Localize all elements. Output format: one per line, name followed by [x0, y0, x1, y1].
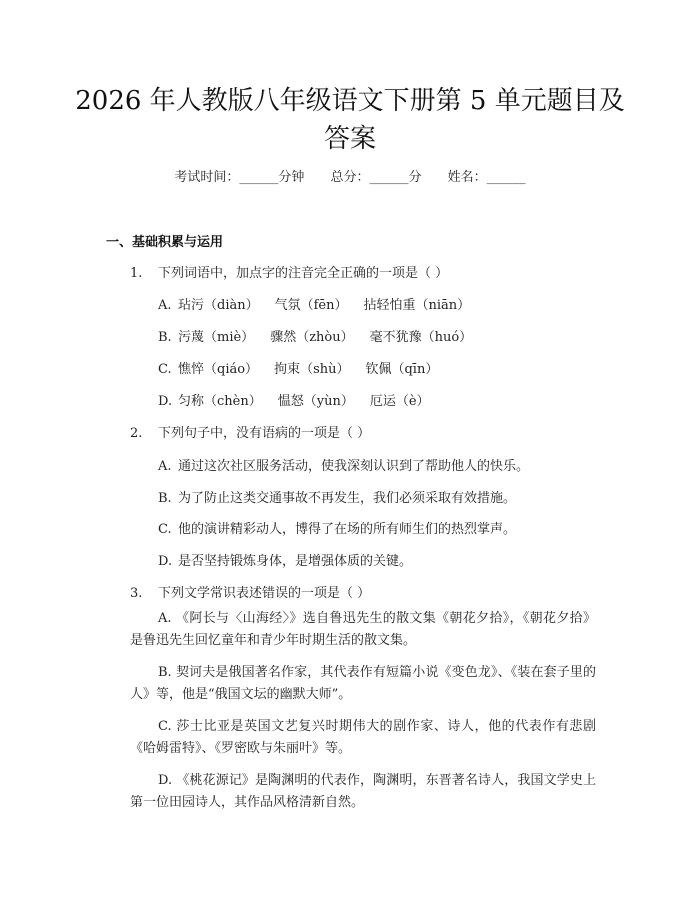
- exam-time-field: 考试时间：______分钟: [174, 170, 305, 185]
- option-letter: A.: [158, 298, 172, 313]
- option-term: 拈轻怕重（niān）: [363, 298, 471, 313]
- exam-score-field: 总分：______分: [330, 170, 422, 185]
- option-text: 为了防止这类交通事故不再发生，我们必须采取有效措施。: [178, 491, 517, 506]
- question-number: 2.: [130, 426, 143, 441]
- q2-option-c: [158, 518, 516, 537]
- q2-option-b: [158, 487, 516, 506]
- option-text: 是否坚持锻炼身体，是增强体质的关键。: [178, 554, 413, 569]
- exam-info-line: [0, 166, 700, 185]
- option-letter: C.: [158, 522, 172, 537]
- q3-option-a: [130, 608, 596, 652]
- question-1: [130, 262, 448, 281]
- option-term: 毫不犹豫（huó）: [369, 330, 473, 345]
- option-letter: B.: [158, 491, 172, 506]
- option-text: 他的演讲精彩动人，博得了在场的所有师生们的热烈掌声。: [178, 522, 517, 537]
- option-term: 匀称（chèn）: [178, 394, 262, 409]
- option-term: 气氛（fēn）: [274, 298, 348, 313]
- question-text: 下列文学常识表述错误的一项是（ ）: [158, 586, 371, 601]
- option-letter: D.: [158, 773, 173, 788]
- q3-option-c: [130, 716, 596, 760]
- option-term: 钦佩（qīn）: [365, 362, 439, 377]
- option-term: 愠怒（yùn）: [277, 394, 354, 409]
- question-3: [130, 582, 370, 601]
- q1-option-b: [158, 326, 488, 345]
- option-text: 《桃花源记》是陶渊明的代表作，陶渊明，东晋著名诗人，我国文学史上第一位田园诗人，其作品风格清新自然。: [130, 773, 596, 810]
- option-letter: A.: [158, 611, 172, 626]
- section-heading: 一、基础积累与运用: [106, 235, 224, 250]
- question-number: 1.: [130, 266, 143, 281]
- q2-option-d: [158, 550, 412, 569]
- q3-option-b: [130, 662, 596, 706]
- q1-option-a: [158, 294, 486, 313]
- option-letter: D.: [158, 394, 173, 409]
- option-term: 拘束（shù）: [274, 362, 350, 377]
- q3-option-d: [130, 770, 596, 814]
- option-text: 契诃夫是俄国著名作家，其代表作有短篇小说《变色龙》、《装在套子里的人》等，他是“俄国文坛的幽默大师”。: [130, 665, 596, 702]
- option-term: 厄运（è）: [369, 394, 430, 409]
- question-text: 下列句子中，没有语病的一项是（ ）: [158, 426, 371, 441]
- q1-option-c: [158, 358, 454, 377]
- option-letter: B.: [158, 330, 172, 345]
- option-text: 莎士比亚是英国文艺复兴时期伟大的剧作家、诗人，他的代表作有悲剧《哈姆雷特》、《罗密欧与朱丽叶》等。: [130, 719, 596, 756]
- option-text: 通过这次社区服务活动，使我深刻认识到了帮助他人的快乐。: [178, 459, 530, 474]
- option-text: 《阿长与〈山海经〉》选自鲁迅先生的散文集《朝花夕拾》，《朝花夕拾》是鲁迅先生回忆童年和青少年时期生活的散文集。: [130, 611, 596, 648]
- question-text: 下列词语中，加点字的注音完全正确的一项是（ ）: [158, 266, 449, 281]
- option-term: 玷污（diàn）: [178, 298, 259, 313]
- exam-name-field: 姓名：______: [447, 170, 526, 185]
- option-letter: C.: [158, 719, 172, 734]
- option-term: 憔悴（qiáo）: [178, 362, 259, 377]
- option-letter: D.: [158, 554, 173, 569]
- option-term: 污蔑（miè）: [178, 330, 255, 345]
- option-letter: B.: [158, 665, 172, 680]
- option-letter: C.: [158, 362, 172, 377]
- option-term: 骤然（zhòu）: [270, 330, 354, 345]
- question-number: 3.: [130, 586, 143, 601]
- q2-option-a: [158, 455, 529, 474]
- q1-option-d: [158, 390, 446, 409]
- option-letter: A.: [158, 459, 172, 474]
- document-title: 2026 年人教版八年级语文下册第 5 单元题目及答案: [75, 86, 625, 154]
- question-2: [130, 422, 370, 441]
